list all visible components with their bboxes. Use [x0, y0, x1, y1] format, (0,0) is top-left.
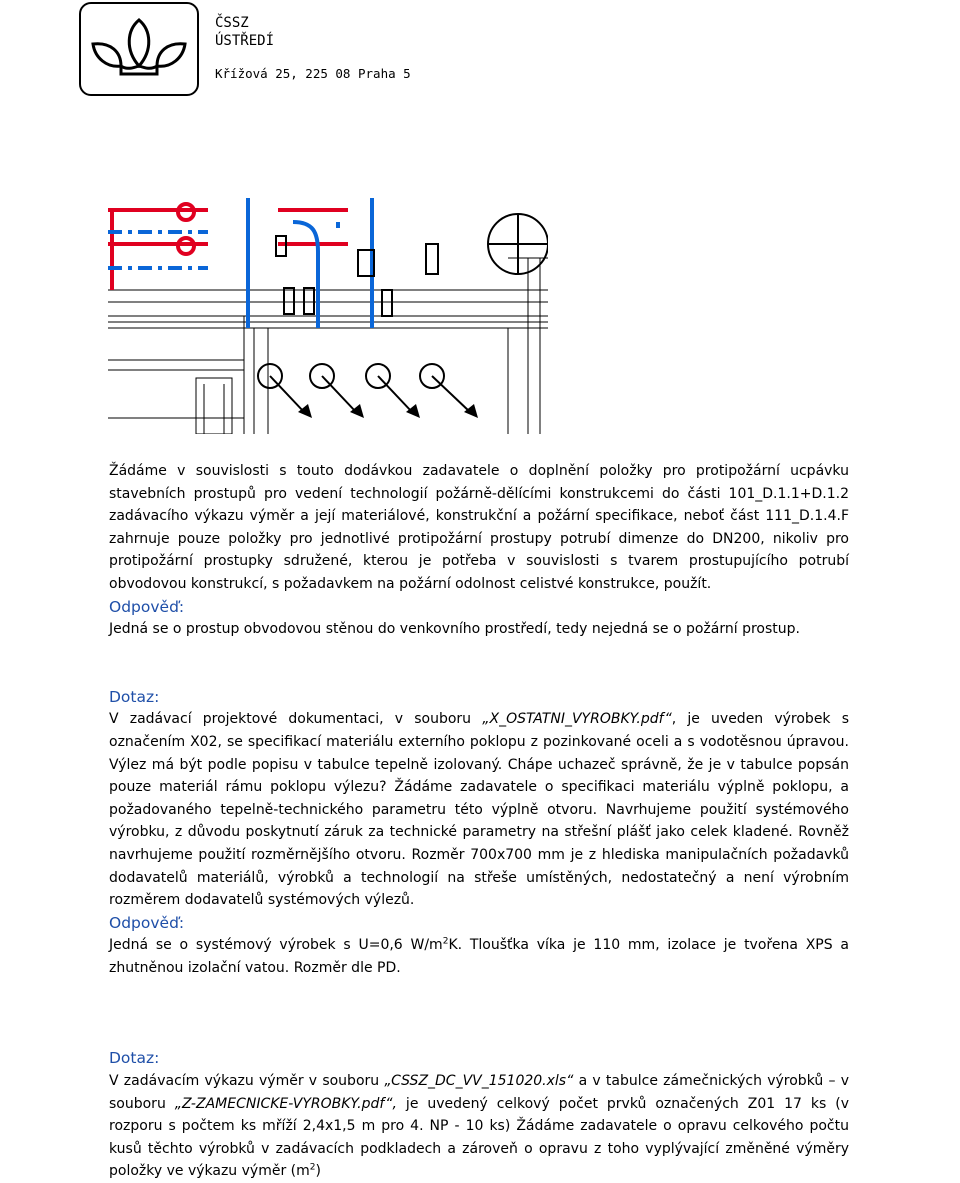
answer-label: Odpověď: [109, 597, 185, 616]
superscript: 2 [309, 1162, 316, 1173]
question-text: V zadávací projektové dokumentaci, v souboru [109, 711, 483, 728]
file-name: „X_OSTATNI_VYROBKY.pdf“ [482, 711, 672, 728]
answer-paragraph: Jedná se o prostup obvodovou stěnou do venkovního prostředí, tedy nejedná se o požární prostup. [109, 621, 800, 638]
org-unit: ÚSTŘEDÍ [215, 33, 275, 49]
logo [79, 2, 199, 96]
answer-label: Odpověď: [109, 913, 185, 932]
question-text: a v tabulce zámečnických výrobků – v souboru [109, 1073, 849, 1112]
question-label: Dotaz: [109, 687, 160, 706]
request-paragraph: Žádáme v souvislosti s touto dodávkou zadavatele o doplnění položky pro protipožární ucpávku stavebních prostupů pro vedení technologií požárně-dělícími konstrukcemi do části 101_D.1.1+D.1.2 zadávacího výkazu výměr a její materiálové, konstrukční a požární specifikace, neboť část 111_D.1.4.F zahrnuje pouze položky pro jednotlivé protipožární prostupy potrubí dimenze do DN200, nikoliv pro protipožární prostupky sdružené, kterou je potřeba v souvislosti s tvarem prostupujícího potrubí obvodovou konstrukcí, s požadavkem na požární odolnost celistvé konstrukce, použít. [109, 463, 849, 592]
answer-text: K. Tloušťka víka je 110 mm, izolace je tvořena XPS a zhutněnou izolační vatou. Rozměr dle PD. [109, 937, 849, 976]
question-paragraph [109, 1070, 849, 1183]
question-label: Dotaz: [109, 1049, 160, 1068]
question-paragraph [109, 708, 849, 911]
document-body [109, 460, 849, 1183]
answer-paragraph [109, 934, 849, 979]
superscript: 2 [442, 936, 449, 947]
question-text: , je uveden výrobek s označením X02, se specifikací materiálu externího poklopu z pozinkované oceli a s vodotěsnou úpravou. Výlez má být podle popisu v tabulce tepelně izolovaný. Chápe uchazeč správně, že je v tabulce popsán pouze materiál rámu poklopu výlezu? Žádáme zadavatele o specifikaci materiálu výplně poklopu, a požadovaného tepelně-technického parametru této výplně otvoru. Navrhujeme použití systémového výrobku, z důvodu poskytnutí záruk za technické parametry na střešní plášť jako celek kladené. Rovněž navrhujeme použití rozměrnějšího otvoru. Rozměr 700x700 mm je z hlediska manipulačních požadavků dodavatelů materiálů, výrobků a technologií na střeše umístěných, nedostatečný a není výrobním rozměrem dodavatelů systémových výlezů. [109, 711, 850, 909]
answer-text: Jedná se o systémový výrobek s U=0,6 W/m [109, 937, 443, 954]
technical-piping-drawing-icon [108, 198, 548, 434]
three-tulip-leaves-logo-icon [81, 4, 197, 94]
question-text: V zadávacím výkazu výměr v souboru [109, 1073, 385, 1090]
question-text: ) [315, 1163, 321, 1180]
question-text: je uvedený celkový počet prvků označených Z01 17 ks (v rozporu s počtem ks mříží 2,4x1,5 m pro 4. NP - 10 ks) Žádáme zadavatele o opravu celkového počtu kusů těchto výrobků v zadávacích podkladech a zároveň o opravu z toho vyplývající změněné výměry položky ve výkazu výměr (m [109, 1095, 849, 1180]
org-name: ČSSZ [215, 15, 249, 31]
file-name: „Z-ZAMECNICKE-VYROBKY.pdf“, [174, 1095, 397, 1112]
file-name: „CSSZ_DC_VV_151020.xls“ [384, 1073, 574, 1090]
org-address: Křížová 25, 225 08 Praha 5 [215, 66, 411, 81]
organization-block [215, 14, 411, 81]
